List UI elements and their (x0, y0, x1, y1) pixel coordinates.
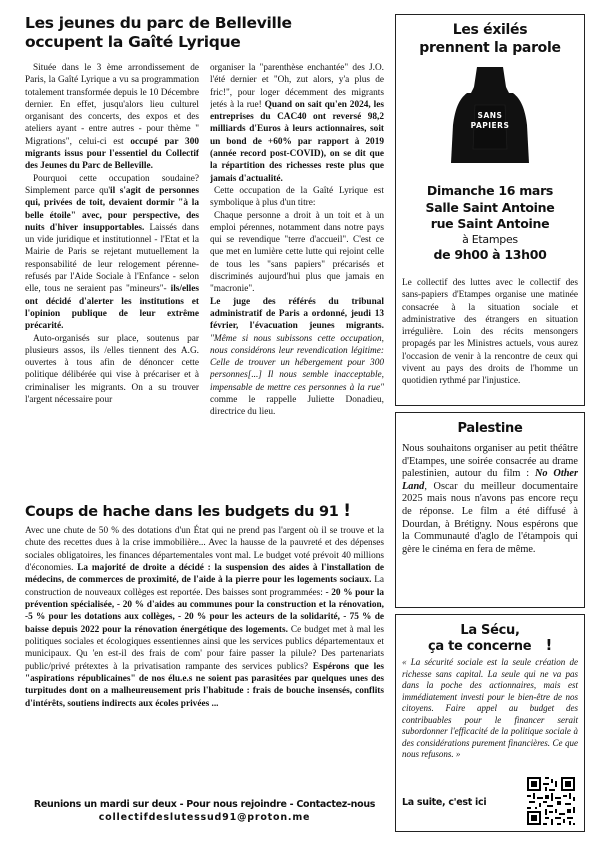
secu-more-link[interactable]: La suite, c'est ici (402, 797, 487, 808)
exiles-box (395, 14, 585, 406)
gaite-paragraph: Pourquoi cette occupation soudaine? Simplement parce qu'il s'agit de personnes qui, privées de toit, devaient dormir "à la belle étoile" avec, pour perspective, des nuits d'hiver insupportables. Laissés dans un vide juridique et institutionnel - l'Etat et la Mairie de Paris se rejetant mutuellement la responsabilité de leur relogement pérenne- refusés par l'Aide Sociale à l'Enfance - selon elle, tous ne seraient pas "mineurs"- ils/elles ont décidé d'alerter les institutions et l'opinion publique de leur extrême précarité. (25, 173, 199, 332)
secu-title (396, 623, 584, 654)
secu-title-line2: ça te concerne ! (427, 636, 553, 654)
event-city: à Etampes (462, 232, 518, 246)
palestine-title: Palestine (457, 421, 523, 436)
sans-papiers-image (451, 65, 529, 163)
film-title: No Other Land (402, 468, 579, 492)
exiles-title (396, 21, 584, 57)
gaite-title (25, 14, 385, 52)
exiles-text: Le collectif des luttes avec le collectif des sans-papiers d'Etampes organise une matinée consacrée à la situation sociale et administrative des étrangers en situation irrégulière. Loin des récits mensongers propagés par les Ministres actuels, vous aurez l'occasion de venir à la rencontre de ceux qui vivent au pays des droits de l'homme un quotidien rythmé par l'injustice. (402, 278, 578, 387)
gaite-paragraph: Chaque personne a droit à un toit et à un emploi pérennes, notamment dans notre pays qui se revendique "terre d'accueil". C'est ce que met en lumière cette lutte qui rejoint celle de tous les "sans papiers" précarisés et discriminés aujourd'hui plus que jamais en "macronie". (210, 210, 384, 295)
gaite-paragraph: Située dans le 3 ème arrondissement de Paris, la Gaîté Lyrique a vu sa programmation totalement transformée depuis le 10 Décembre dernier. En effet, jusqu'alors lieu culturel organisant des concerts, des expos et des ateliers ayant - entre autres - pour thème " Migrations", celui-ci est occupé par 300 migrants issus pour l'essentiel du Collectif des Jeunes du Parc de Belleville. (25, 63, 199, 172)
gaite-title-line2: occupent la Gaîté Lyrique (25, 33, 241, 51)
budget-title: Coups de hache dans les budgets du 91 ! (25, 501, 351, 521)
gaite-column-1 (25, 62, 199, 494)
gaite-title-line1: Les jeunes du parc de Belleville (25, 14, 292, 32)
budget-text: Avec une chute de 50 % des dotations d'un État qui ne prend pas l'argent où il se trouve et la chute des recettes dues à la crise immobilière... Avec la hausse de la pauvreté et des dépenses sociales obligatoires, les finances départementales vont mal. Le budget voté prévoit 40 millions d'économies. La majorité de droite a décidé : la suspension des aides à l'installation de médecins, de commerces de proximité, de l'aide à la pierre pour les logements sociaux. La construction de nouveaux collèges est reportée. Des baisses sont programmées: - 20 % pour la prévention spécialisée, - 20 % d'aides au communes pour la construction et la rénovation, -5 % pour les dotations aux collèges, - 20 % pour les acteurs de la solidarité, - 75 % de baisse depuis 2022 pour la rénovation énergétique des logements. Ce budget met à mal les politiques sociales et écologiques essentiennes ainsi que les services publics départementaux et municipaux. Qu 'en est-il des frais de com' pour faire passer la pilule? Des partenariats public/privé prétextes à la privatisation rampante des services publics? Espérons que les "aspirations républicaines" de nos élu.e.s ne soient pas parasitées par quelques unes des turpitudes dont on a malheureusement pris l'habitude : frais de bouche insensés, conflits d'intérêts, soutiens indirects aux écoles privées ... (25, 526, 385, 709)
secu-box (395, 614, 585, 832)
qr-code-icon[interactable] (525, 775, 577, 827)
gaite-paragraph: Cette occupation de la Gaîté Lyrique est symbolique à plus d'un titre: (210, 185, 384, 209)
gaite-paragraph: organiser la "parenthèse enchantée" des J.O. l'été dernier et "Oh, zut alors, y'a plus de fric!", pour loger décemment des migrants jetés à la rue! Quand on sait qu'en 2024, les entreprises du CAC40 ont reversé 98,2 milliards d'Euros à leurs actionnaires, soit un bond de +60% par rapport à 2019 (année record post-COVID), on se dit que la répartition des richesses reste plus que jamais d'actualité. (210, 63, 384, 184)
footer (25, 798, 384, 824)
sans-papiers-label: SANS PAPIERS (470, 111, 510, 130)
event-date: Dimanche 16 mars (426, 183, 554, 198)
palestine-text: Nous souhaitons organiser au petit théâtre d'Etampes, une soirée consacrée au drame palestinien, autour du film : No Other Land, Oscar du meilleur documentaire 2025 mais nous n'avons pas encore reçu de réponse. Le film a été diffusé à Dourdan, à Brétigny. Nous espérons que la Communauté d'aglo de l'étampois qui gère le cinéma en fera de même. (402, 443, 579, 555)
exiles-title-line1: Les éxilés (452, 22, 528, 38)
qr-code-graphic (525, 775, 577, 827)
gaite-paragraph: Le juge des référés du tribunal administratif de Paris a ordonné, jeudi 13 février, l'évacuation jeunes migrants. "Même si nous subissons cette occupation, nous considérons leur revendication légitime: Celle de trouver un hébergement pour 300 personnes[...] Il nous semble inacceptable, impensable de mettre ces personnes à la rue" comme le rappelle Juliette Donadieu, directrice du lieu. (210, 296, 384, 418)
event-place: Salle Saint Antoine (425, 199, 555, 215)
event-hours: de 9h00 à 13h00 (433, 246, 547, 262)
secu-title-line1: La Sécu, (460, 623, 520, 638)
secu-quote: « La sécurité sociale est la seule création de richesse sans capital. La seule qui ne va pas dans la poche des actionnaires, mais est immédiatement investi pour le bien-être de nos citoyens. Faire appel au budget des contribuables pour le financer serait subordonner l'efficacité de la politique sociale à des considérations purement financières. Ce que nous refusons. » (402, 657, 578, 759)
exiles-title-line2: prennent la parole (419, 40, 561, 56)
exiles-event-info (396, 183, 584, 263)
palestine-box (395, 412, 585, 608)
footer-email[interactable]: collectifdeslutessud91@proton.me (98, 812, 311, 823)
gaite-paragraph: Auto-organisés sur place, soutenus par plusieurs assos, ils /elles tiennent des A.G. ouvertes à tous afin de dénoncer cette politique délibérée qui vise à précariser et à criminaliser les migrants. On a su trouver l'argent nécessaire pour (25, 333, 199, 406)
footer-meetings: Reunions un mardi sur deux - Pour nous rejoindre - Contactez-nous (33, 799, 376, 810)
gaite-column-2 (210, 62, 384, 494)
event-street: rue Saint Antoine (430, 216, 550, 231)
